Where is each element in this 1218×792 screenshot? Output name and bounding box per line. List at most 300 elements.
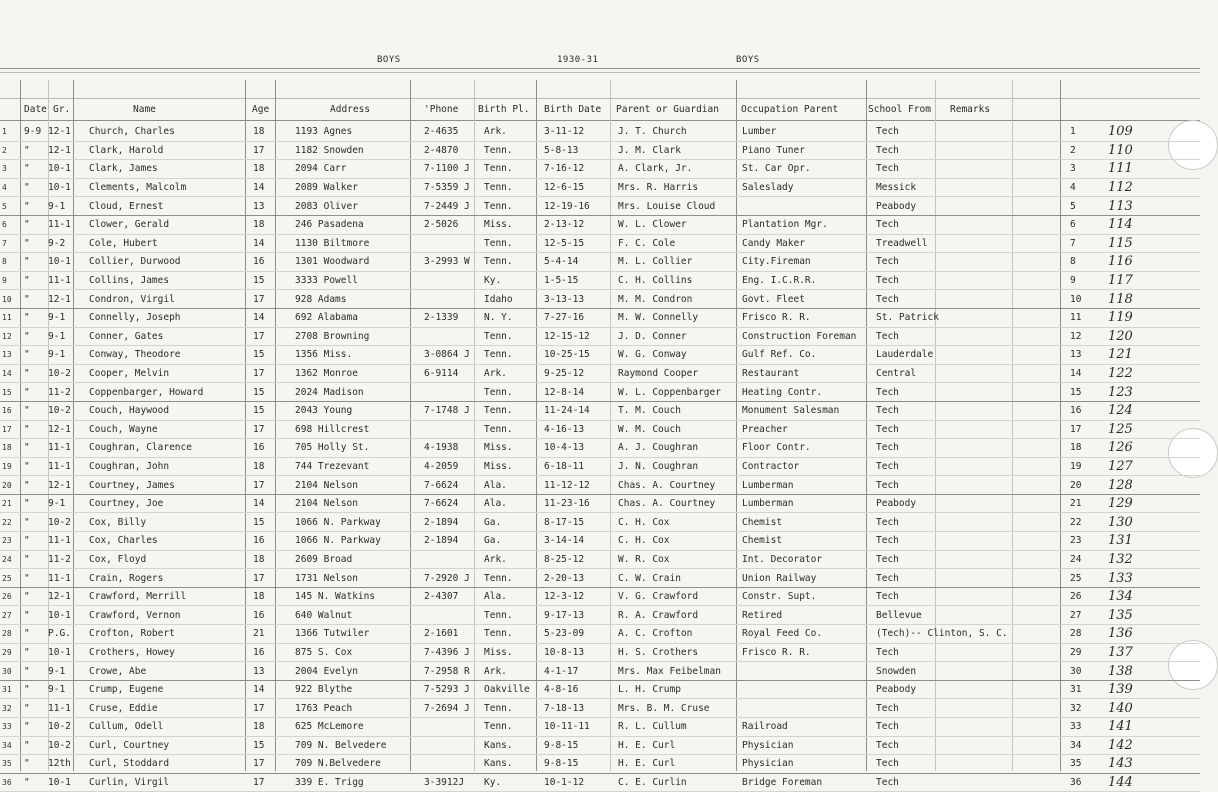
grade-cell: 12-1 [48,479,71,491]
parent-cell: Mrs. R. Harris [618,182,699,194]
date-cell: " [24,219,30,231]
row-number: 24 [2,554,12,564]
entry-number-cell: 16 [1070,405,1082,417]
birth-place-cell: Kans. [484,739,513,751]
name-cell: Coughran, Clarence [89,442,192,454]
age-cell: 17 [253,758,265,770]
date-cell: " [24,628,30,640]
date-cell: " [24,498,30,510]
occupation-cell: St. Car Opr. [742,163,811,175]
phone-cell: 7-2449 J [424,200,470,212]
school-cell: Tech [876,758,899,770]
school-cell: Tech [876,330,899,342]
address-cell: 1356 Miss. [295,349,353,361]
school-cell: Lauderdale [876,349,934,361]
school-cell: Tech [876,405,899,417]
birth-date-cell: 2-13-12 [544,219,585,231]
school-cell: Tech [876,163,899,175]
age-cell: 16 [253,646,265,658]
address-cell: 2083 Oliver [295,200,358,212]
birth-date-cell: 6-18-11 [544,460,585,472]
date-cell: " [24,386,30,398]
birth-date-cell: 5-23-09 [544,628,585,640]
row-number: 26 [2,592,12,602]
row-number: 18 [2,443,12,453]
school-cell: Tech [876,702,899,714]
name-cell: Clower, Gerald [89,219,170,231]
table-row [0,197,1200,216]
name-cell: Courtney, Joe [89,498,164,510]
date-cell: 9-9 [24,126,42,138]
school-cell: Tech [876,275,899,287]
entry-number-cell: 13 [1070,349,1082,361]
birth-place-cell: Tenn. [484,572,513,584]
date-cell: " [24,684,30,696]
page-number-cell: 116 [1108,254,1133,270]
address-cell: 1193 Agnes [295,126,353,138]
birth-place-cell: Tenn. [484,609,513,621]
row-number: 15 [2,387,12,397]
birth-date-cell: 11-12-12 [544,479,590,491]
table-row [0,401,1200,420]
age-cell: 17 [253,293,265,305]
entry-number-cell: 8 [1070,256,1076,268]
address-cell: 875 S. Cox [295,646,353,658]
parent-cell: J. D. Conner [618,330,687,342]
birth-date-cell: 7-18-13 [544,702,585,714]
page-number-cell: 129 [1108,496,1133,512]
phone-cell [410,234,474,253]
entry-number-cell: 27 [1070,609,1082,621]
table-row [0,494,1200,513]
parent-cell: W. G. Conway [618,349,687,361]
occupation-cell: Lumberman [742,498,794,510]
address-cell: 705 Holly St. [295,442,370,454]
page-number-cell: 119 [1108,310,1133,326]
date-cell: " [24,665,30,677]
row-number: 14 [2,369,12,379]
date-cell: " [24,405,30,417]
occupation-cell: Chemist [742,535,783,547]
address-cell: 922 Blythe [295,684,353,696]
page-number-cell: 120 [1108,328,1133,344]
phone-cell: 7-2920 J [424,572,470,584]
parent-cell: J. T. Church [618,126,687,138]
address-cell: 2043 Young [295,405,353,417]
col-header-address: Address [330,104,371,115]
table-row [0,755,1200,774]
table-row [0,123,1200,141]
age-cell: 14 [253,498,265,510]
birth-place-cell: Tenn. [484,721,513,733]
birth-place-cell: Oakville [484,684,530,696]
grade-cell: 9-1 [48,498,66,510]
phone-cell: 6-9114 [424,368,459,380]
age-cell: 15 [253,405,265,417]
page-number-cell: 123 [1108,384,1133,400]
row-number: 25 [2,573,12,583]
date-cell: " [24,275,30,287]
date-cell: " [24,721,30,733]
table-row [0,625,1200,644]
name-cell: Crothers, Howey [89,646,175,658]
table-row [0,532,1200,551]
grade-cell: 9-1 [48,312,66,324]
phone-cell: 4-2059 [424,460,459,472]
address-cell: 744 Trezevant [295,460,370,472]
birth-date-cell: 10-25-15 [544,349,590,361]
occupation-cell: Construction Foreman [742,330,857,342]
col-header-birth-date: Birth Date [544,104,602,115]
address-cell: 1362 Monroe [295,368,358,380]
birth-place-cell: Tenn. [484,423,513,435]
birth-date-cell: 12-3-12 [544,591,585,603]
date-cell: " [24,553,30,565]
birth-date-cell: 12-19-16 [544,200,590,212]
col-header-age: Age [252,104,270,115]
row-number: 29 [2,647,12,657]
col-header-name: Name [133,104,156,115]
row-number: 21 [2,499,12,509]
page-number-cell: 137 [1108,644,1133,660]
name-cell: Coppenbarger, Howard [89,386,204,398]
grade-cell: 10-2 [48,368,71,380]
grade-cell: 10-1 [48,256,71,268]
name-cell: Cruse, Eddie [89,702,158,714]
table-row [0,718,1200,737]
table-row [0,662,1200,681]
date-cell: " [24,144,30,156]
col-header-date: Date [24,104,47,115]
birth-place-cell: N. Y. [484,312,513,324]
entry-number-cell: 30 [1070,665,1082,677]
entry-number-cell: 22 [1070,516,1082,528]
date-cell: " [24,423,30,435]
date-cell: " [24,256,30,268]
grade-cell: 10-1 [48,163,71,175]
birth-date-cell: 3-11-12 [544,126,585,138]
age-cell: 17 [253,479,265,491]
entry-number-cell: 17 [1070,423,1082,435]
entry-number-cell: 19 [1070,460,1082,472]
address-cell: 2004 Evelyn [295,665,358,677]
occupation-cell: Lumber [742,126,777,138]
phone-cell: 7-5359 J [424,182,470,194]
phone-cell: 2-1894 [424,516,459,528]
entry-number-cell: 15 [1070,386,1082,398]
table-row [0,680,1200,699]
address-cell: 2104 Nelson [295,479,358,491]
grade-cell: 9-1 [48,349,66,361]
age-cell: 16 [253,609,265,621]
date-cell: " [24,591,30,603]
age-cell: 14 [253,182,265,194]
page-number-cell: 130 [1108,514,1133,530]
row-number: 9 [2,276,7,286]
address-cell: 1731 Nelson [295,572,358,584]
name-cell: Curlin, Virgil [89,777,170,789]
occupation-cell [736,662,866,681]
row-number: 5 [2,201,7,211]
grade-cell: 10-2 [48,739,71,751]
birth-date-cell: 11-24-14 [544,405,590,417]
row-number: 2 [2,145,7,155]
page-number-cell: 139 [1108,682,1133,698]
address-cell: 1066 N. Parkway [295,535,381,547]
birth-place-cell: Miss. [484,646,513,658]
table-row [0,606,1200,625]
birth-date-cell: 8-25-12 [544,553,585,565]
school-cell: Tech [876,535,899,547]
age-cell: 17 [253,572,265,584]
col-header-school-from: School From [868,104,931,115]
age-cell: 18 [253,553,265,565]
parent-cell: L. H. Crump [618,684,681,696]
grade-cell: 11-1 [48,219,71,231]
school-cell: Tech [876,423,899,435]
phone-cell: 2-1894 [424,535,459,547]
age-cell: 17 [253,702,265,714]
birth-place-cell: Tenn. [484,200,513,212]
page-number-cell: 125 [1108,421,1133,437]
table-row [0,234,1200,253]
grade-cell: 11-1 [48,275,71,287]
birth-date-cell: 9-17-13 [544,609,585,621]
row-number: 19 [2,461,12,471]
age-cell: 15 [253,516,265,528]
address-cell: 1301 Woodward [295,256,370,268]
parent-cell: Mrs. Max Feibelman [618,665,721,677]
date-cell: " [24,293,30,305]
parent-cell: C. E. Curlin [618,777,687,789]
address-cell: 692 Alabama [295,312,358,324]
name-cell: Connelly, Joseph [89,312,181,324]
entry-number-cell: 25 [1070,572,1082,584]
page-number-cell: 111 [1108,161,1133,177]
occupation-cell: Retired [742,609,783,621]
grade-cell: 9-1 [48,330,66,342]
date-cell: " [24,163,30,175]
birth-date-cell: 11-23-16 [544,498,590,510]
birth-date-cell: 5-8-13 [544,144,579,156]
parent-cell: W. M. Couch [618,423,681,435]
age-cell: 18 [253,721,265,733]
school-cell: Tech [876,219,899,231]
date-cell: " [24,702,30,714]
grade-cell: 9-1 [48,200,66,212]
birth-date-cell: 9-25-12 [544,368,585,380]
table-row [0,439,1200,458]
parent-cell: H. E. Curl [618,758,676,770]
page-number-cell: 122 [1108,366,1133,382]
address-cell: 640 Walnut [295,609,353,621]
school-cell: Peabody [876,684,917,696]
phone-cell: 7-6624 [424,498,459,510]
school-cell: Tech [876,553,899,565]
entry-number-cell: 12 [1070,330,1082,342]
occupation-cell: Heating Contr. [742,386,823,398]
parent-cell: A. C. Crofton [618,628,693,640]
school-cell: Peabody [876,498,917,510]
school-cell: Tech [876,739,899,751]
phone-cell: 7-2694 J [424,702,470,714]
entry-number-cell: 23 [1070,535,1082,547]
phone-cell [410,550,474,569]
date-cell: " [24,777,30,789]
top-rule [0,68,1200,69]
occupation-cell: Royal Feed Co. [742,628,823,640]
entry-number-cell: 7 [1070,237,1076,249]
table-row [0,699,1200,718]
entry-number-cell: 3 [1070,163,1076,175]
birth-place-cell: Miss. [484,219,513,231]
address-cell: 2094 Carr [295,163,347,175]
row-number: 8 [2,257,7,267]
occupation-cell: Chemist [742,516,783,528]
entry-number-cell: 21 [1070,498,1082,510]
parent-cell: Chas. A. Courtney [618,479,716,491]
col-header-occupation: Occupation Parent [741,104,839,115]
age-cell: 18 [253,219,265,231]
grade-cell: 10-2 [48,405,71,417]
parent-cell: C. W. Crain [618,572,681,584]
name-cell: Crawford, Merrill [89,591,187,603]
entry-number-cell: 35 [1070,758,1082,770]
age-cell: 14 [253,684,265,696]
parent-cell: R. A. Crawford [618,609,699,621]
occupation-cell: Eng. I.C.R.R. [742,275,817,287]
name-cell: Crofton, Robert [89,628,175,640]
table-row [0,160,1200,179]
grade-cell: 10-2 [48,516,71,528]
occupation-cell: City.Fireman [742,256,811,268]
name-cell: Clark, James [89,163,158,175]
row-number: 31 [2,685,12,695]
birth-place-cell: Tenn. [484,386,513,398]
name-cell: Clark, Harold [89,144,164,156]
name-cell: Clements, Malcolm [89,182,187,194]
occupation-cell: Preacher [742,423,788,435]
row-number: 10 [2,294,12,304]
grade-cell: 11-1 [48,460,71,472]
parent-cell: H. E. Curl [618,739,676,751]
page-number-cell: 127 [1108,458,1133,474]
row-number: 34 [2,740,12,750]
row-number: 1 [2,127,7,137]
occupation-cell: Frisco R. R. [742,312,811,324]
occupation-cell [736,197,866,216]
school-cell: Tech [876,144,899,156]
age-cell: 14 [253,312,265,324]
entry-number-cell: 28 [1070,628,1082,640]
row-number: 17 [2,424,12,434]
entry-number-cell: 5 [1070,200,1076,212]
birth-date-cell: 12-15-12 [544,330,590,342]
page-number-cell: 141 [1108,719,1133,735]
row-number: 30 [2,666,12,676]
table-row [0,178,1200,197]
parent-cell: Mrs. Louise Cloud [618,200,716,212]
address-cell: 2104 Nelson [295,498,358,510]
table-row [0,290,1200,309]
table-row [0,308,1200,327]
row-number: 20 [2,480,12,490]
birth-place-cell: Ky. [484,275,502,287]
grade-cell: 11-2 [48,386,71,398]
school-cell: Treadwell [876,237,928,249]
date-cell: " [24,237,30,249]
address-cell: 246 Pasadena [295,219,364,231]
name-cell: Curl, Stoddard [89,758,170,770]
entry-number-cell: 32 [1070,702,1082,714]
birth-date-cell: 12-6-15 [544,182,585,194]
parent-cell: M. M. Condron [618,293,693,305]
phone-cell [410,606,474,625]
date-cell: " [24,330,30,342]
table-row [0,550,1200,569]
grade-cell: P.G. [48,628,71,640]
birth-place-cell: Tenn. [484,163,513,175]
birth-date-cell: 10-1-12 [544,777,585,789]
row-number: 35 [2,759,12,769]
phone-cell: 7-4396 J [424,646,470,658]
page-number-cell: 121 [1108,347,1133,363]
date-cell: " [24,535,30,547]
age-cell: 17 [253,368,265,380]
row-number: 28 [2,629,12,639]
school-cell: Snowden [876,665,917,677]
name-cell: Collins, James [89,275,170,287]
col-header-phone: 'Phone [424,104,459,115]
address-cell: 1763 Peach [295,702,353,714]
school-cell: Tech [876,126,899,138]
phone-cell [410,755,474,774]
date-cell: " [24,312,30,324]
address-cell: 145 N. Watkins [295,591,376,603]
age-cell: 17 [253,144,265,156]
page-number-cell: 124 [1108,403,1133,419]
page-number-cell: 136 [1108,626,1133,642]
occupation-cell: Lumberman [742,479,794,491]
page-number-cell: 109 [1108,124,1133,140]
row-number: 23 [2,536,12,546]
row-number: 13 [2,350,12,360]
address-cell: 709 N.Belvedere [295,758,381,770]
birth-date-cell: 1-5-15 [544,275,579,287]
birth-place-cell: Tenn. [484,349,513,361]
date-cell: " [24,609,30,621]
occupation-cell: Constr. Supt. [742,591,817,603]
page-number-cell: 138 [1108,663,1133,679]
address-cell: 1366 Tutwiler [295,628,370,640]
age-cell: 18 [253,163,265,175]
parent-cell: H. S. Crothers [618,646,699,658]
grade-cell: 10-2 [48,721,71,733]
birth-place-cell: Tenn. [484,628,513,640]
row-number: 33 [2,722,12,732]
register-table [0,123,1200,792]
occupation-cell: Plantation Mgr. [742,219,828,231]
phone-cell [410,327,474,346]
parent-cell: A. J. Coughran [618,442,699,454]
birth-date-cell: 8-17-15 [544,516,585,528]
phone-cell: 3-0864 J [424,349,470,361]
date-cell: " [24,200,30,212]
table-row [0,587,1200,606]
phone-cell: 4-1938 [424,442,459,454]
phone-cell: 2-4635 [424,126,459,138]
school-cell: Tech [876,442,899,454]
